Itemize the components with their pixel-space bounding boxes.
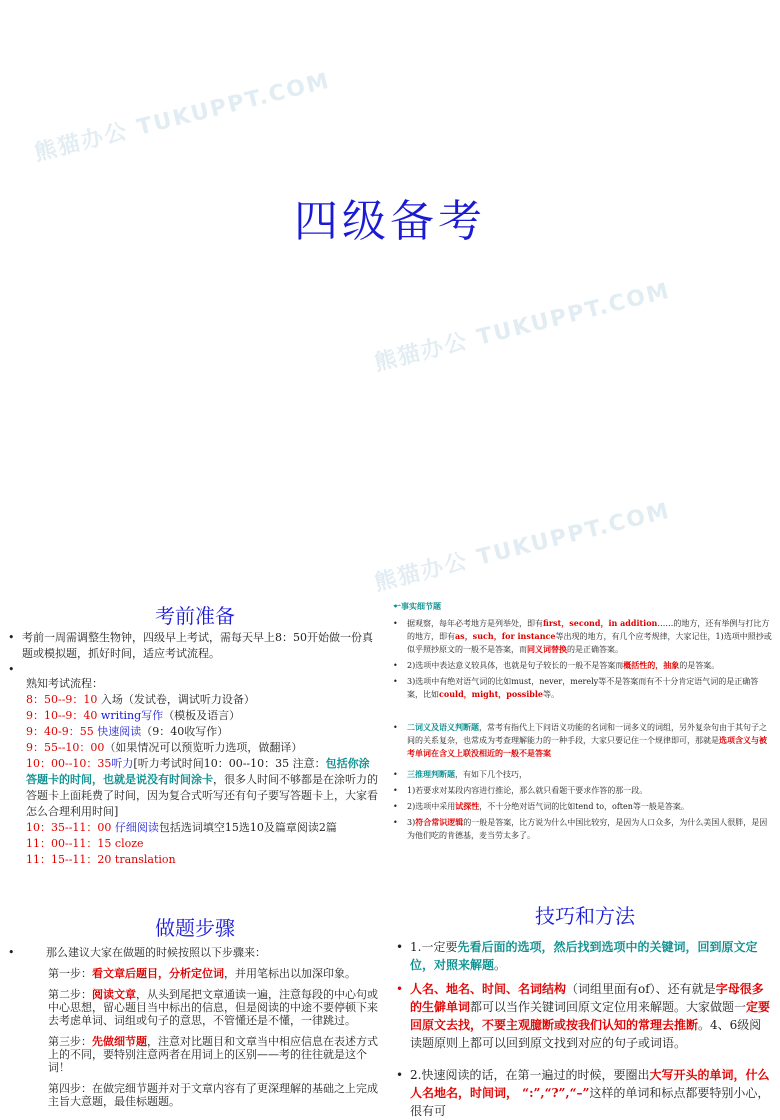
watermark: 熊猫办公 TUKUPPT.COM bbox=[371, 278, 674, 377]
section-title-steps: 做题步骤 bbox=[155, 916, 235, 940]
question-types bbox=[393, 600, 773, 842]
flow-step: 11：15--11：20 translation bbox=[26, 853, 176, 866]
prep-empty-bullet bbox=[8, 662, 378, 676]
section-title-tips: 技巧和方法 bbox=[535, 904, 635, 928]
page-title: 四级备考 bbox=[294, 196, 486, 247]
prep-content bbox=[8, 630, 378, 868]
flow-step: 9：10--9：40 writing写作（模板及语言） bbox=[26, 709, 241, 722]
prep-intro: • 考前一周需调整生物钟，四级早上考试，需每天早上8：50开始做一份真题或模拟题，抓好时间，适应考试流程。 bbox=[8, 630, 378, 662]
tip-2: • 2.快速阅读的话，在第一遍过的时候，要圈出大写开头的单词，什么人名地名，时间词， “:”,“?”,“–”这样的单词和标点都要特别小心，很有可 bbox=[396, 1066, 772, 1120]
type-inference-p3: • 3)符合常识逻辑的一般是答案，比方说为什么中国比较穷，是因为人口众多，为什么美国人很胖，是因为他们吃的肯德基，麦当劳太多了。 bbox=[393, 816, 773, 842]
type-inference-p2: • 2)选项中采用试探性，不十分绝对语气词的比如tend to，often等一般是答案。 bbox=[393, 800, 773, 813]
flow-step: 11：00--11：15 cloze bbox=[26, 837, 144, 850]
step-4: 第四步：在做完细节题并对于文章内容有了更深理解的基础之上完成主旨大意题，最佳标题题。 bbox=[48, 1082, 378, 1108]
type-fact-p2: • 2)选项中表达意义较具体，也就是句子较长的一般不是答案而概括性的，抽象的是答案。 bbox=[393, 659, 773, 672]
steps-intro: • 那么建议大家在做题的时候按照以下步骤来： bbox=[8, 946, 378, 959]
section-title-prep: 考前准备 bbox=[155, 604, 235, 628]
step-3: 第三步：先做细节题，注意对比题目和文章当中相应信息在表述方式上的不同，要特别注意两者在用词上的区别——考的往往就是这个词！ bbox=[48, 1035, 378, 1074]
prep-flow bbox=[8, 676, 378, 868]
tip-1: • 1.一定要先看后面的选项，然后找到选项中的关键词，回到原文定位，对照来解题。 bbox=[396, 938, 772, 974]
type-fact-p3: • 3)选项中有绝对语气词的比如must，never，merely等不是答案而有不十分肯定语气词的是正确答案，比如could，might，possible等。 bbox=[393, 675, 773, 701]
flow-step: 10：35--11：00 仔细阅读包括选词填空15选10及篇章阅读2篇 bbox=[26, 821, 337, 834]
type-inference-p1: • 1)若要求对某段内容进行推论，那么就只看题干要求作答的那一段。 bbox=[393, 784, 773, 797]
tips-content bbox=[396, 938, 772, 1120]
flow-step: 9：55--10：00（如果情况可以预览听力选项，做翻译） bbox=[26, 741, 303, 754]
tip-keywords: • 人名、地名、时间、名词结构（词组里面有of）、还有就是字母很多的生僻单词都可以当作关键词回原文定位用来解题。大家做题一定要回原文去找，不要主观臆断或按我们认知的常理去推断。4、6级阅读题原则上都可以回到原文找到对应的句子或词语。 bbox=[396, 980, 772, 1052]
flow-label: 熟知考试流程： bbox=[26, 677, 103, 690]
type-meaning: • 二词义及语义判断题，常考有指代上下问语义功能的名词和一词多义的词组，另外复杂句由于其句子之间的关系复杂，也常成为考查理解能力的一种手段，大家只要记住一个规律即可，那就是选项含义与被考单词在含义上联没相近的一般不是答案 bbox=[393, 721, 773, 760]
flow-step: 8：50--9：10 入场（发试卷，调试听力设备） bbox=[26, 693, 255, 706]
step-1: 第一步：看文章后题目，分析定位词，并用笔标出以加深印象。 bbox=[48, 967, 356, 980]
flow-step: 10：00--10：35听力[听力考试时间10：00--10：35 注意：包括你涂答题卡的时间，也就是说没有时间涂卡，很多人时间不够都是在涂听力的答题卡上面耗费了时间，因为复合式听写还有句子要写答题卡上，大家看怎么合理利用时间] bbox=[26, 757, 378, 818]
type-fact-p1: • 据观察，每年必考地方是列举处，即有first，second，in addition……的地方，还有举例与打比方的地方，即有as，such，for instance等出现的地方，有几个应考规律，大家记住，1)选项中照抄或似乎照抄原文的一般不是答案，而同义词替换的是正确答案。 bbox=[393, 617, 773, 656]
flow-step: 9：40-9：55 快速阅读（9：40收写作） bbox=[26, 725, 229, 738]
type-title-fact: • 一事实细节题 bbox=[393, 600, 773, 613]
step-2: 第二步：阅读文章，从头到尾把文章通读一遍，注意每段的中心句或中心思想，留心题目当中标出的信息，但是阅读的中途不要停顿下来去考虑单词、词组或句子的意思，不管懂还是不懂，一律跳过。 bbox=[48, 988, 378, 1027]
type-inference: • 三推理判断题，有如下几个技巧， bbox=[393, 768, 773, 781]
steps-content bbox=[8, 946, 378, 1108]
watermark: 熊猫办公 TUKUPPT.COM bbox=[31, 68, 334, 167]
watermark: 熊猫办公 TUKUPPT.COM bbox=[371, 498, 674, 597]
